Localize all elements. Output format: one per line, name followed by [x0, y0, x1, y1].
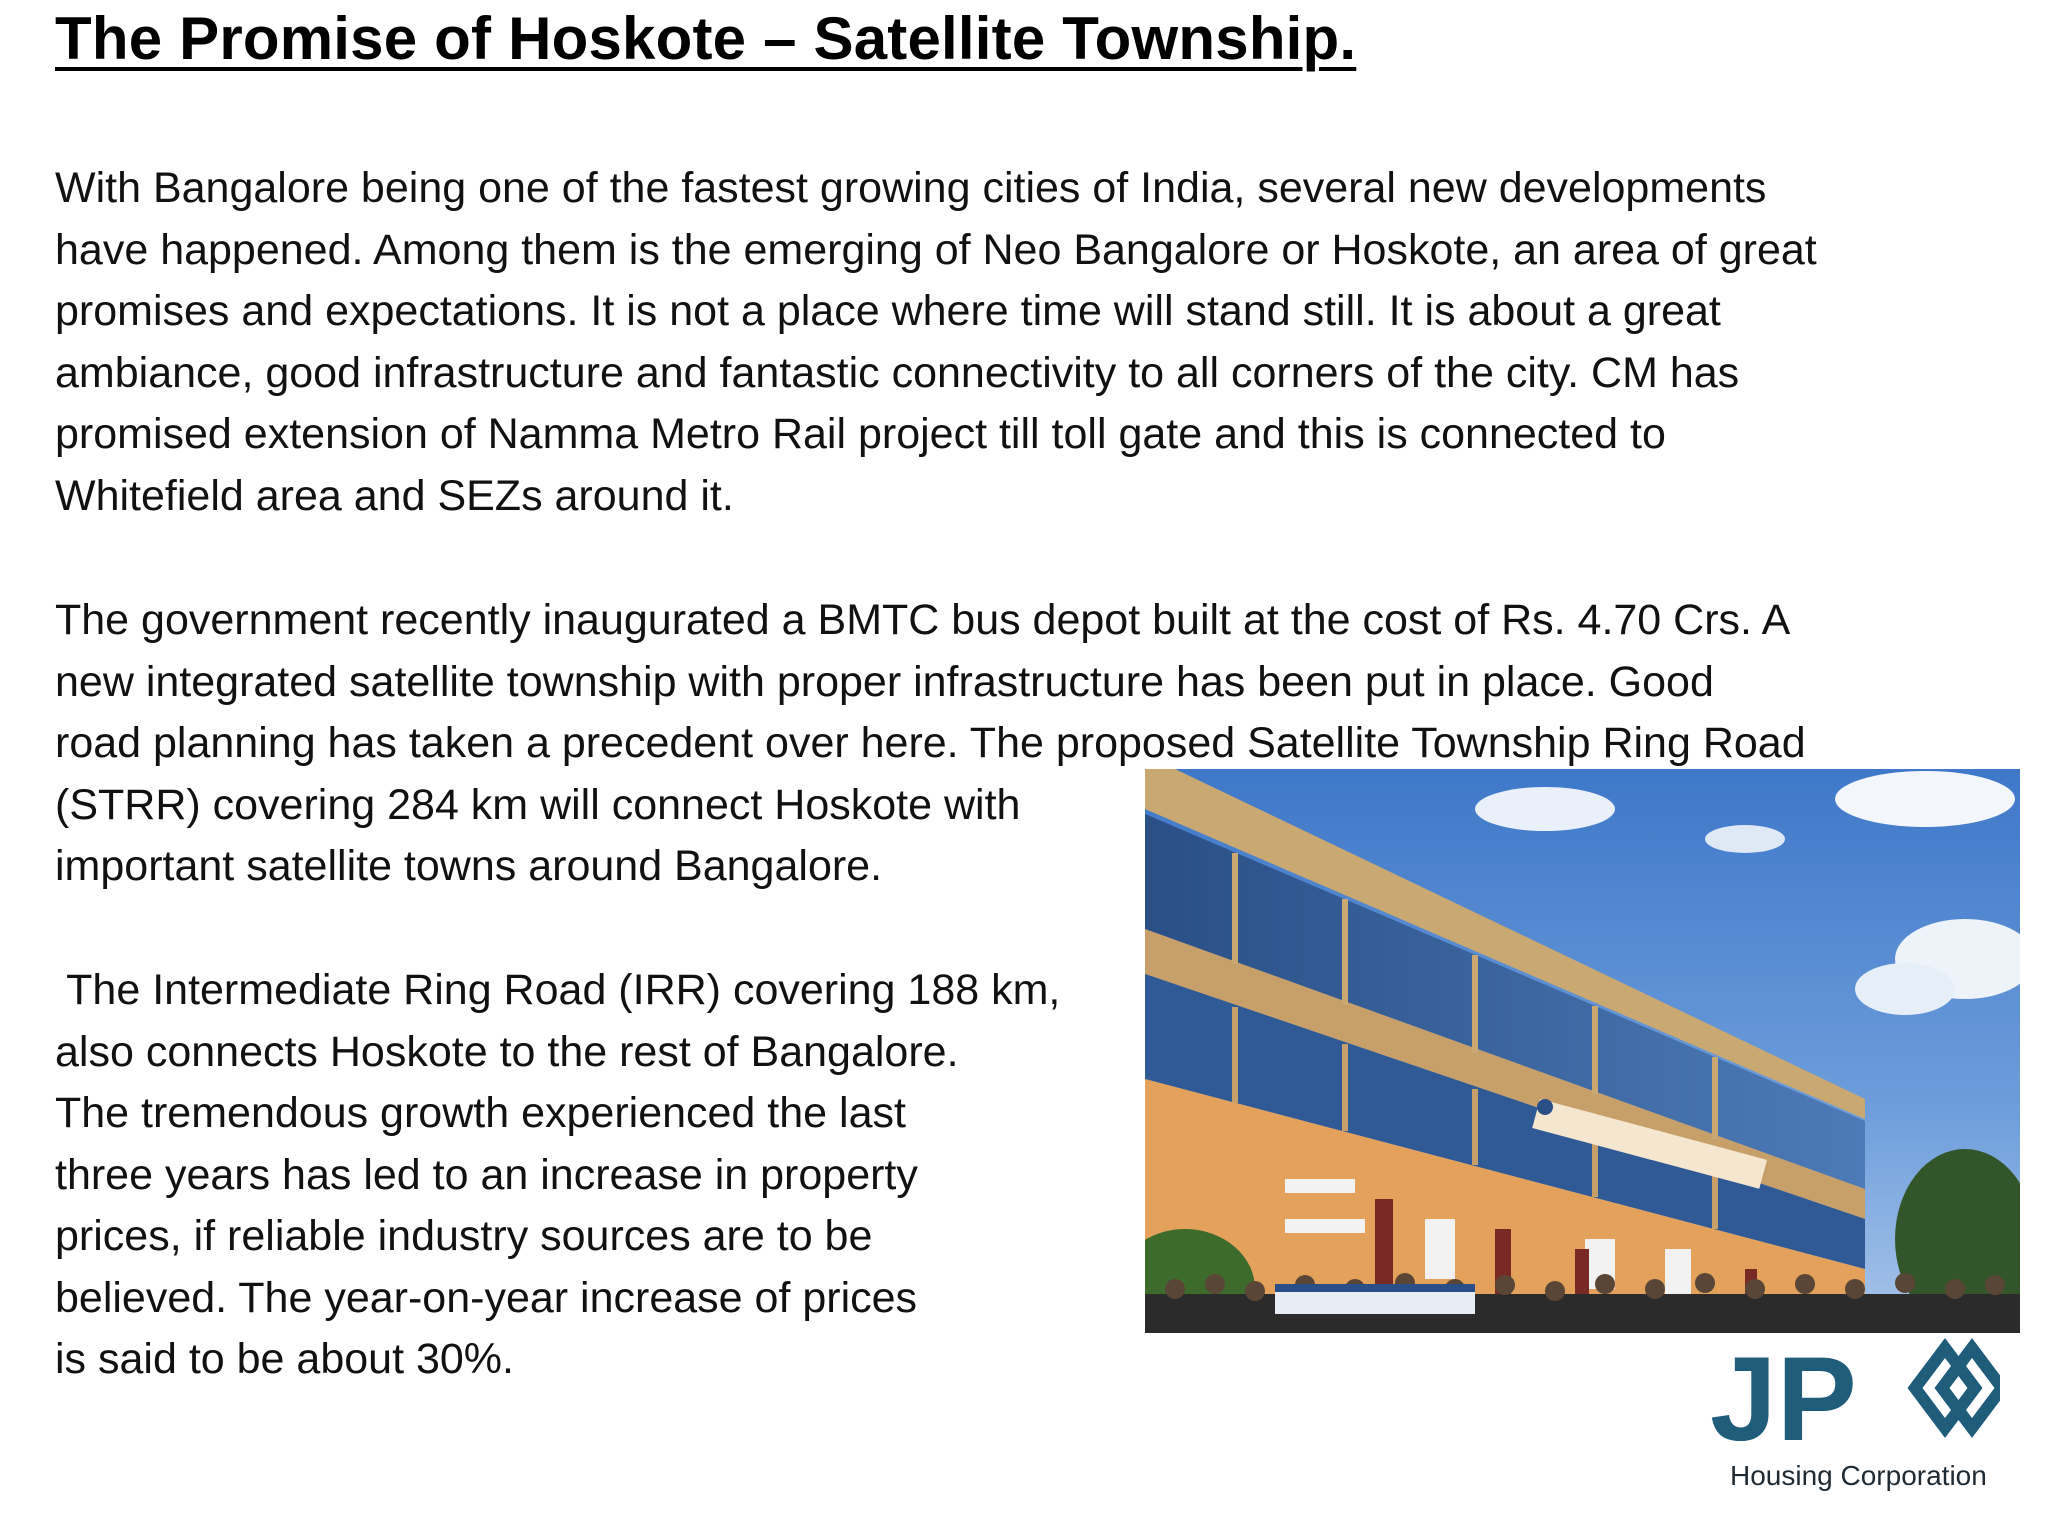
bus-depot-photo — [1145, 769, 2020, 1333]
paragraph-line: believed. The year-on-year increase of prices — [55, 1273, 918, 1322]
growth-paragraph — [55, 960, 1060, 1391]
paragraph-line: have happened. Among them is the emerging of Neo Bangalore or Hoskote, an area of great — [55, 225, 1817, 274]
logo-caption: Housing Corporation — [1730, 1460, 1987, 1491]
paragraph-line: The government recently inaugurated a BMTC bus depot built at the cost of Rs. 4.70 Crs. A — [55, 596, 1791, 644]
paragraph-line: is said to be about 30%. — [55, 1335, 514, 1383]
paragraph-line: important satellite towns around Bangalore. — [55, 842, 883, 890]
paragraph-line: ambiance, good infrastructure and fantastic connectivity to all corners of the city. CM has — [55, 348, 1740, 397]
jp-logo-mark — [1710, 1330, 2000, 1460]
intro-paragraph — [55, 158, 1817, 527]
paragraph-line: (STRR) covering 284 km will connect Hoskote with — [55, 780, 1021, 829]
paragraph-line: With Bangalore being one of the fastest growing cities of India, several new developments — [55, 164, 1767, 212]
paragraph-line: The tremendous growth experienced the last — [55, 1089, 906, 1137]
paragraph-line: prices, if reliable industry sources are to be — [55, 1212, 873, 1260]
paragraph-line: three years has led to an increase in property — [55, 1150, 918, 1199]
paragraph-line: promised extension of Namma Metro Rail project till toll gate and this is connected to — [55, 410, 1666, 458]
jp-housing-logo — [1700, 1330, 2000, 1520]
svg-text:JP: JP — [1710, 1332, 1857, 1460]
paragraph-line: road planning has taken a precedent over here. The proposed Satellite Township Ring Road — [55, 719, 1806, 767]
paragraph-line: Whitefield area and SEZs around it. — [55, 471, 734, 520]
paragraph-line: also connects Hoskote to the rest of Bangalore. — [55, 1027, 959, 1076]
paragraph-line: new integrated satellite township with proper infrastructure has been put in place. Good — [55, 657, 1714, 706]
slide-title: The Promise of Hoskote – Satellite Township. — [55, 5, 1357, 72]
paragraph-line: promises and expectations. It is not a place where time will stand still. It is about a great — [55, 287, 1721, 335]
paragraph-line: The Intermediate Ring Road (IRR) covering 188 km, — [55, 966, 1061, 1014]
